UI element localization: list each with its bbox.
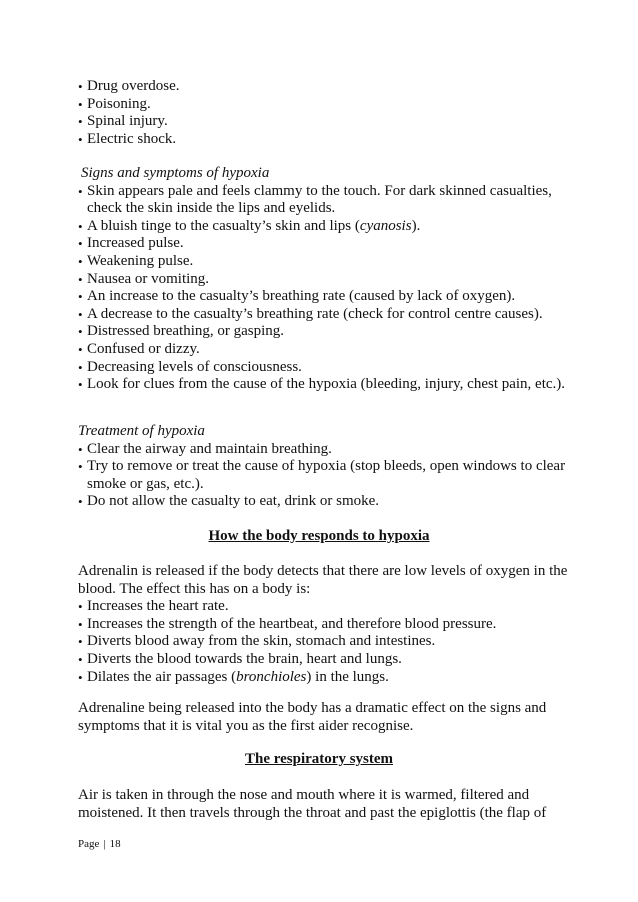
list-item: • A decrease to the casualty’s breathing rate (check for control centre causes). xyxy=(78,306,578,324)
list-item: • Clear the airway and maintain breathing. xyxy=(78,441,578,459)
respiratory-heading: The respiratory system xyxy=(244,751,394,767)
response-list xyxy=(78,598,578,686)
signs-heading: Signs and symptoms of hypoxia xyxy=(81,165,270,181)
list-item: • An increase to the casualty’s breathing rate (caused by lack of oxygen). xyxy=(78,288,578,306)
list-item: • Dilates the air passages (bronchioles) in the lungs. xyxy=(78,669,578,687)
list-item: • Try to remove or treat the cause of hypoxia (stop bleeds, open windows to clear smoke or gas, etc.). xyxy=(78,458,578,493)
footer-separator: | xyxy=(103,838,106,850)
intro-list-block xyxy=(78,78,578,148)
list-item: • Increases the heart rate. xyxy=(78,598,578,616)
list-item: • Look for clues from the cause of the hypoxia (bleeding, injury, chest pain, etc.). xyxy=(78,376,578,394)
list-item: • Increased pulse. xyxy=(78,235,578,253)
intro-list xyxy=(78,78,578,148)
list-item: • Confused or dizzy. xyxy=(78,341,578,359)
list-item: • Spinal injury. xyxy=(78,113,578,131)
response-section xyxy=(78,563,578,686)
list-item: • Weakening pulse. xyxy=(78,253,578,271)
list-item: • A bluish tinge to the casualty’s skin and lips (cyanosis). xyxy=(78,218,578,236)
list-item: • Distressed breathing, or gasping. xyxy=(78,323,578,341)
signs-section xyxy=(78,165,578,394)
list-item: • Poisoning. xyxy=(78,96,578,114)
list-item: • Skin appears pale and feels clammy to the touch. For dark skinned casualties, check the skin inside the lips and eyelids. xyxy=(78,183,578,218)
footer-label: Page xyxy=(78,838,100,850)
respiratory-section xyxy=(78,787,578,822)
response-closing-block xyxy=(78,700,578,735)
treatment-section xyxy=(78,423,578,511)
response-closing: Adrenaline being released into the body has a dramatic effect on the signs and symptoms that it is vital you as the first aider recognise. xyxy=(78,700,547,734)
signs-list xyxy=(78,183,578,394)
list-item: • Electric shock. xyxy=(78,131,578,149)
page-number: 18 xyxy=(109,838,121,850)
list-item: • Decreasing levels of consciousness. xyxy=(78,359,578,377)
list-item: • Drug overdose. xyxy=(78,78,578,96)
list-item: • Do not allow the casualty to eat, drink or smoke. xyxy=(78,493,578,511)
response-intro: Adrenalin is released if the body detects that there are low levels of oxygen in the blood. The effect this has on a body is: xyxy=(78,563,568,597)
treatment-list xyxy=(78,441,578,511)
respiratory-text: Air is taken in through the nose and mouth where it is warmed, filtered and moistened. It then travels through the throat and past the epiglottis (the flap of xyxy=(78,787,547,821)
response-heading: How the body responds to hypoxia xyxy=(208,528,430,544)
list-item: • Increases the strength of the heartbeat, and therefore blood pressure. xyxy=(78,616,578,634)
list-item: • Diverts the blood towards the brain, heart and lungs. xyxy=(78,651,578,669)
list-item: • Diverts blood away from the skin, stomach and intestines. xyxy=(78,633,578,651)
list-item: • Nausea or vomiting. xyxy=(78,271,578,289)
page-footer xyxy=(78,838,121,851)
treatment-heading: Treatment of hypoxia xyxy=(78,423,205,439)
